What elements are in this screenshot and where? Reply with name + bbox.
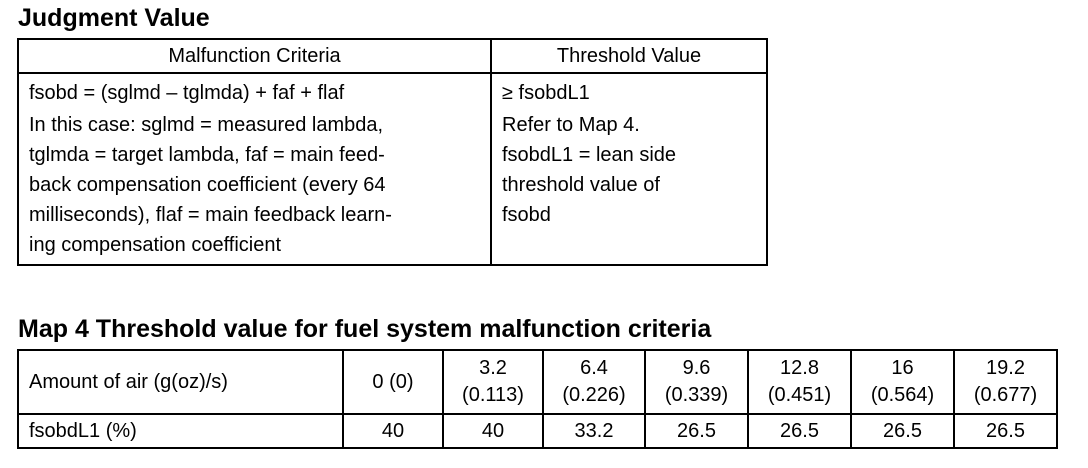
explanation-line: milliseconds), flaf = main feedback learn- <box>29 204 392 226</box>
criteria-formula: fsobd = (sglmd – tglmda) + faf + flaf <box>29 82 345 104</box>
fsobdl1-value-cell: 33.2 <box>543 414 645 448</box>
explanation-line: back compensation coefficient (every 64 <box>29 174 386 196</box>
air-value-cell: 3.2 (0.113) <box>443 350 543 414</box>
air-value-cell: 0 (0) <box>343 350 443 414</box>
fsobdl1-value-cell: 26.5 <box>851 414 954 448</box>
explanation-line: In this case: sglmd = measured lambda, <box>29 114 384 136</box>
threshold-formula: ≥ fsobdL1 <box>502 82 590 104</box>
threshold-header: Threshold Value <box>491 39 767 73</box>
threshold-note-line: fsobdL1 = lean side <box>502 144 677 166</box>
threshold-note-line: fsobd <box>502 204 551 226</box>
air-value-cell: 16 (0.564) <box>851 350 954 414</box>
map4-table <box>17 349 1058 449</box>
air-amount-label: Amount of air (g(oz)/s) <box>18 350 343 414</box>
fsobdl1-value-cell: 40 <box>343 414 443 448</box>
air-value-cell: 6.4 (0.226) <box>543 350 645 414</box>
fsobdl1-label: fsobdL1 (%) <box>18 414 343 448</box>
air-value-cell: 12.8 (0.451) <box>748 350 851 414</box>
criteria-explanation <box>29 110 482 260</box>
fsobdl1-value-cell: 26.5 <box>645 414 748 448</box>
map4-heading: Map 4 Threshold value for fuel system malfunction criteria <box>18 315 712 343</box>
threshold-note <box>502 110 758 230</box>
threshold-note-line: threshold value of <box>502 174 660 196</box>
explanation-line: tglmda = target lambda, faf = main feed- <box>29 144 385 166</box>
fsobdl1-value-cell: 26.5 <box>748 414 851 448</box>
criteria-header: Malfunction Criteria <box>18 39 491 73</box>
threshold-cell <box>491 73 767 265</box>
criteria-cell <box>18 73 491 265</box>
judgment-table <box>17 38 768 266</box>
fsobdl1-value-cell: 26.5 <box>954 414 1057 448</box>
air-value-cell: 9.6 (0.339) <box>645 350 748 414</box>
judgment-value-heading: Judgment Value <box>18 4 210 32</box>
explanation-line: ing compensation coefficient <box>29 234 282 256</box>
threshold-note-line: Refer to Map 4. <box>502 114 640 136</box>
fsobdl1-value-cell: 40 <box>443 414 543 448</box>
air-value-cell: 19.2 (0.677) <box>954 350 1057 414</box>
